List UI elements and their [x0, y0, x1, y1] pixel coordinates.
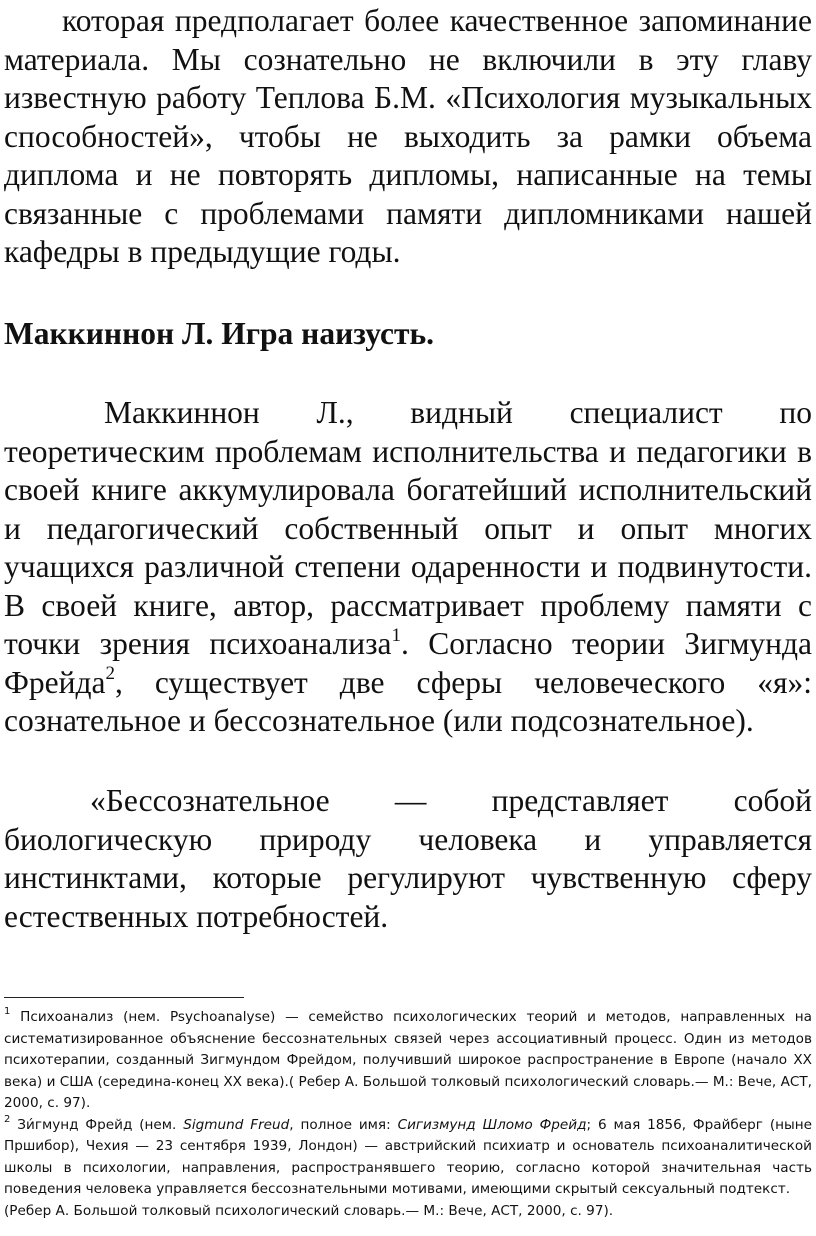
paragraph-mackinnon-part3: , существует две сферы человеческого «я»: сознательное и бессознательное (или подсознательное). [4, 664, 812, 738]
footnote-2-mark: 2 [4, 1113, 11, 1125]
footnote-2-text: ; 6 мая 1856, Фрайберг (ныне Пршибор), Чехия — 23 сентября 1939, Лондон) — австрийский психиатр и основатель психоаналитической школы в психологии, направления, распространявшего теорию, согласно которой значительная часть поведения человека управляется бессознательными мотивами, имеющими скрытый сексуальный подтекст. [4, 1116, 812, 1197]
section-heading: Маккиннон Л. Игра наизусть. [4, 316, 434, 351]
footnote-ref-1[interactable]: 1 [391, 624, 401, 646]
footnote-1 [4, 1007, 812, 1115]
footnote-1-text: Психоанализ (нем. Psychoanalyse) — семейство психологических теорий и методов, направленных на систематизированное объяснение бессознательных связей через ассоциативный процесс. Один из методов психотерапии, созданный Зигмундом Фрейдом, получивший широкое распространение в Европе (начало XX века) и США (середина-конец XX века).( Ребер А. Большой толковый психологический словарь.— М.: Вече, АСТ, 2000, с. 97). [4, 1009, 812, 1111]
footnote-1-mark: 1 [4, 1006, 11, 1018]
footnote-2 [4, 1115, 812, 1201]
footnote-2-name-de: Sigmund Freud [183, 1116, 290, 1133]
footnote-separator [4, 997, 244, 998]
paragraph-unconscious: «Бессознательное — представляет собой биологическую природу человека и управляется инстинктами, которые регулируют чувственную сферу естественных потребностей. [4, 783, 812, 934]
footnotes [4, 1007, 812, 1222]
paragraph-mackinnon-part1: Маккиннон Л., видный специалист по теоретическим проблемам исполнительства и педагогики в своей книге аккумулировала богатейший исполнительский и педагогический собственный опыт и опыт многих учащихся различной степени одаренности и подвинутости. В своей книге, автор, рассматривает проблему памяти с точки зрения психоанализа [4, 395, 812, 661]
footnote-ref-2[interactable]: 2 [105, 663, 115, 684]
footnote-2-full-name: Сигизмунд Шломо Фрейд [397, 1116, 587, 1133]
footnote-2-name: Зи́гмунд Фрейд (нем. [17, 1116, 184, 1133]
paragraph-mackinnon-part2: . Согласно теории Зигмунда Фрейда [4, 626, 812, 700]
footnote-2-full-label: , полное имя: [289, 1116, 398, 1133]
footnote-2-source: (Ребер А. Большой толковый психологический словарь.— М.: Вече, АСТ, 2000, с. 97). [4, 1202, 614, 1219]
paragraph-mackinnon [4, 394, 812, 741]
paragraph-intro: которая предполагает более качественное запоминание материала. Мы сознательно не включили в эту главу известную работу Теплова Б.М. «Психология музыкальных способностей», чтобы не выходить за рамки объема диплома и не повторять дипломы, написанные на темы связанные с проблемами памяти дипломниками нашей кафедры в предыдущие годы. [4, 3, 812, 269]
